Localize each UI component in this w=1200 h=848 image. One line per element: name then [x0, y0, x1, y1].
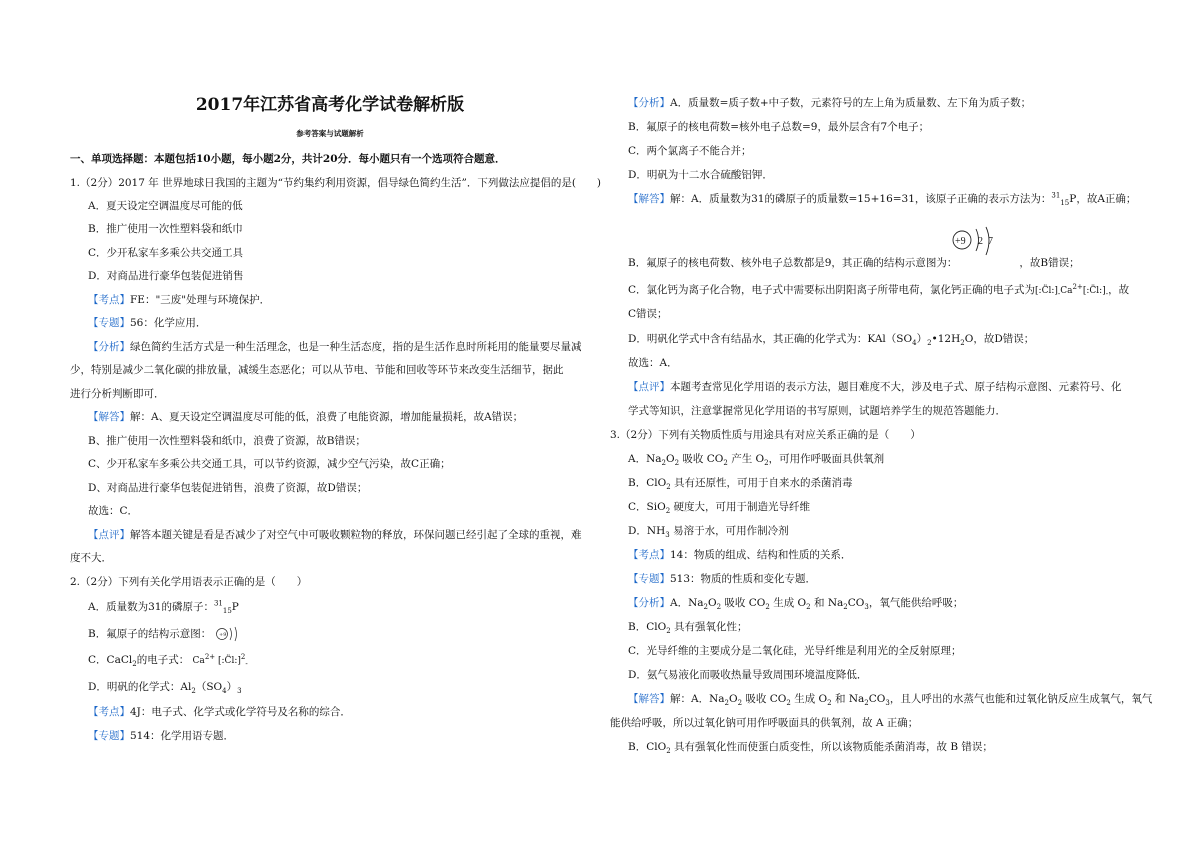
q1-kaodian-text: FE："三废"处理与环境保护．	[130, 294, 271, 306]
q1-jieda-line: 故选：C．	[88, 505, 139, 517]
correct-electron-formula: $[:C̈l:]_-Ca^{2+}[:C̈l:]_-$	[1035, 283, 1109, 298]
q2-option-a: A．质量数为31的磷原子：$^{31}_{15}$P	[88, 599, 239, 616]
q1-zhuanti-text: 56：化学应用．	[130, 317, 207, 329]
q1-jieda-line: B、推广使用一次性塑料袋和纸巾，浪费了资源，故B错误；	[88, 435, 366, 447]
q1-fenxi-line: 少，特别是减少二氧化碳的排放量，减缓生态恶化；可以从节电、节能和回收等环节来改变生活细节，据此	[70, 364, 564, 376]
q3-jieda-line: B．ClO$_2$ 具有强氧化性而使蛋白质变性，所以该物质能杀菌消毒，故 B 错误；	[628, 741, 993, 756]
q1-dianping-line: 度不大．	[70, 552, 112, 564]
q1-fenxi	[70, 340, 590, 354]
q2-fenxi-line: B．氟原子的核电荷数=核外电子总数=9，最外层含有7个电子；	[628, 121, 930, 133]
q1-kaodian	[70, 293, 590, 307]
page-title: 2017年江苏省高考化学试卷解析版	[195, 95, 465, 115]
nucleus-charge: +9	[955, 236, 966, 247]
q3-fenxi-line: D．氨气易液化而吸收热量导致周围环境温度降低．	[628, 669, 868, 681]
q2-jieda-b: B．氟原子的核电荷数、核外电子总数都是9，其正确的结构示意图为： ，故B错误；	[628, 257, 1080, 269]
q1-option-c: C．少开私家车多乘公共交通工具	[88, 247, 244, 259]
q1-jieda-line: C、少开私家车多乘公共交通工具，可以节约资源，减少空气污染，故C正确；	[88, 458, 451, 470]
q1-dianping-line: 解答本题关键是看是否减少了对空气中可吸收颗粒物的释放，环保问题已经引起了全球的重视，难	[130, 529, 582, 541]
q2-jieda-select: 故选：A．	[628, 357, 678, 369]
q3-option-a: A．$Na_2O_2$ 吸收 $CO_2$ 产生 $O_2$，可用作呼吸面具供氧剂	[628, 453, 885, 468]
q3-fenxi: 【分析】A．$Na_2O_2$ 吸收 $CO_2$ 生成 $O_2$ 和 $Na_2CO_3$，氧气能供给呼吸；	[628, 597, 964, 612]
q2-dianping: 【点评】本题考查常见化学用语的表示方法，题目难度不大，涉及电子式、原子结构示意图、元素符号、化	[628, 381, 1122, 393]
q1-fenxi-line: 绿色简约生活方式是一种生活理念，也是一种生活态度，指的是生活作息时所耗用的能量要尽量减	[130, 341, 582, 353]
kaodian-tag: 【考点】	[88, 294, 130, 306]
page-subtitle: 参考答案与试题解析	[296, 129, 364, 138]
q3-kaodian: 【考点】14：物质的组成、结构和性质的关系．	[628, 549, 852, 561]
q2-jieda-a: 【解答】解：A．质量数为31的磷原子的质量数=15+16=31，该原子正确的表示方法为：$^{31}_{15}$P，故A正确；	[628, 191, 1137, 208]
q2-zhuanti: 【专题】514：化学用语专题．	[88, 730, 235, 742]
section-heading: 一、单项选择题：本题包括10小题，每小题2分，共计20分．每小题只有一个选项符合题意．	[70, 153, 506, 165]
zhuanti-tag: 【专题】	[88, 317, 130, 329]
shell-2-count: 7	[988, 236, 993, 247]
q1-jieda-line: 解：A、夏天设定空调温度尽可能的低，浪费了电能资源，增加能量损耗，故A错误；	[130, 411, 524, 423]
q2-jieda-c2: C错误；	[628, 308, 668, 320]
q1-option-a: A．夏天设定空调温度尽可能的低	[88, 200, 243, 212]
small-atom-diagram-icon	[215, 625, 239, 643]
q3-stem: 3.（2分）下列有关物质性质与用途具有对应关系正确的是（ ）	[610, 429, 921, 441]
q1-stem: 1.（2分）2017 年 世界地球日我国的主题为“节约集约利用资源，倡导绿色简约生活”．下列做法应提倡的是( )	[70, 177, 602, 189]
wrong-electron-formula: $Ca^{2+}$ [:C̈l:]$^2_-$	[192, 653, 248, 668]
q3-jieda: 【解答】解：A．$Na_2O_2$ 吸收 $CO_2$ 生成 $O_2$ 和 $Na_2CO_3$，且人呼出的水蒸气也能和过氧化钠反应生成氧气，氧气	[628, 693, 1153, 708]
q2-option-d: D．明矾的化学式：$Al_2(SO_4)_3$	[88, 681, 242, 696]
q2-kaodian: 【考点】4J：电子式、化学式或化学符号及名称的综合．	[88, 706, 351, 718]
q2-option-c: C．CaCl$_2$的电子式： $Ca^{2+}$ [:C̈l:]$^2_-$	[88, 653, 248, 669]
q1-jieda-line: D、对商品进行豪华包装促进销售，浪费了资源，故D错误；	[88, 482, 368, 494]
q1-option-b: B．推广使用一次性塑料袋和纸巾	[88, 223, 243, 235]
q2-jieda-d: D．明矾化学式中含有结晶水，其正确的化学式为：$KAl(SO_4)_2•12H_2O$，故D错误；	[628, 333, 1035, 348]
q3-option-d: D．$NH_3$ 易溶于水，可用作制冷剂	[628, 525, 789, 540]
q1-dianping	[70, 528, 590, 542]
q1-option-d: D．对商品进行豪华包装促进销售	[88, 270, 244, 282]
q2-dianping-line: 学式等知识，注意掌握常见化学用语的书写原则，试题培养学生的规范答题能力．	[628, 405, 1006, 417]
q3-option-b: B．ClO$_2$ 具有还原性，可用于自来水的杀菌消毒	[628, 477, 853, 492]
q3-fenxi-line: C．光导纤维的主要成分是二氧化硅，光导纤维是利用光的全反射原理；	[628, 645, 962, 657]
small-atom-nucleus: +9	[218, 632, 226, 638]
q2-option-b: B．氟原子的结构示意图： +9	[70, 624, 590, 644]
q1-jieda	[70, 410, 590, 424]
q3-fenxi-line: B．ClO$_2$ 具有强氧化性；	[628, 621, 748, 636]
left-column	[70, 0, 602, 848]
q1-fenxi-line: 进行分析判断即可．	[70, 388, 165, 400]
q3-option-c: C．SiO$_2$ 硬度大，可用于制造光导纤维	[628, 501, 811, 516]
q1-zhuanti	[70, 316, 590, 330]
jieda-tag: 【解答】	[88, 411, 130, 423]
fenxi-tag: 【分析】	[88, 341, 130, 353]
shell-1-count: 2	[978, 236, 983, 247]
q3-jieda-line: 能供给呼吸，所以过氧化钠可用作呼吸面具的供氧剂，故 A 正确；	[610, 717, 919, 729]
q2-jieda-c: C．氯化钙为离子化合物，电子式中需要标出阴阳离子所带电荷，氯化钙正确的电子式为$[:C̈l:]_-Ca^{2+}[:C̈l:]_-$，故	[628, 283, 1130, 298]
q2-fenxi: 【分析】A．质量数=质子数+中子数，元素符号的左上角为质量数、左下角为质子数；	[628, 97, 1032, 109]
q3-zhuanti: 【专题】513：物质的性质和变化专题．	[628, 573, 817, 585]
dianping-tag: 【点评】	[88, 529, 130, 541]
right-column	[610, 0, 1153, 848]
q2-fenxi-line: D．明矾为十二水合硫酸铝钾．	[628, 169, 773, 181]
q2-stem: 2.（2分）下列有关化学用语表示正确的是（ ）	[70, 576, 308, 588]
q2-fenxi-line: C．两个氯离子不能合并；	[628, 145, 752, 157]
